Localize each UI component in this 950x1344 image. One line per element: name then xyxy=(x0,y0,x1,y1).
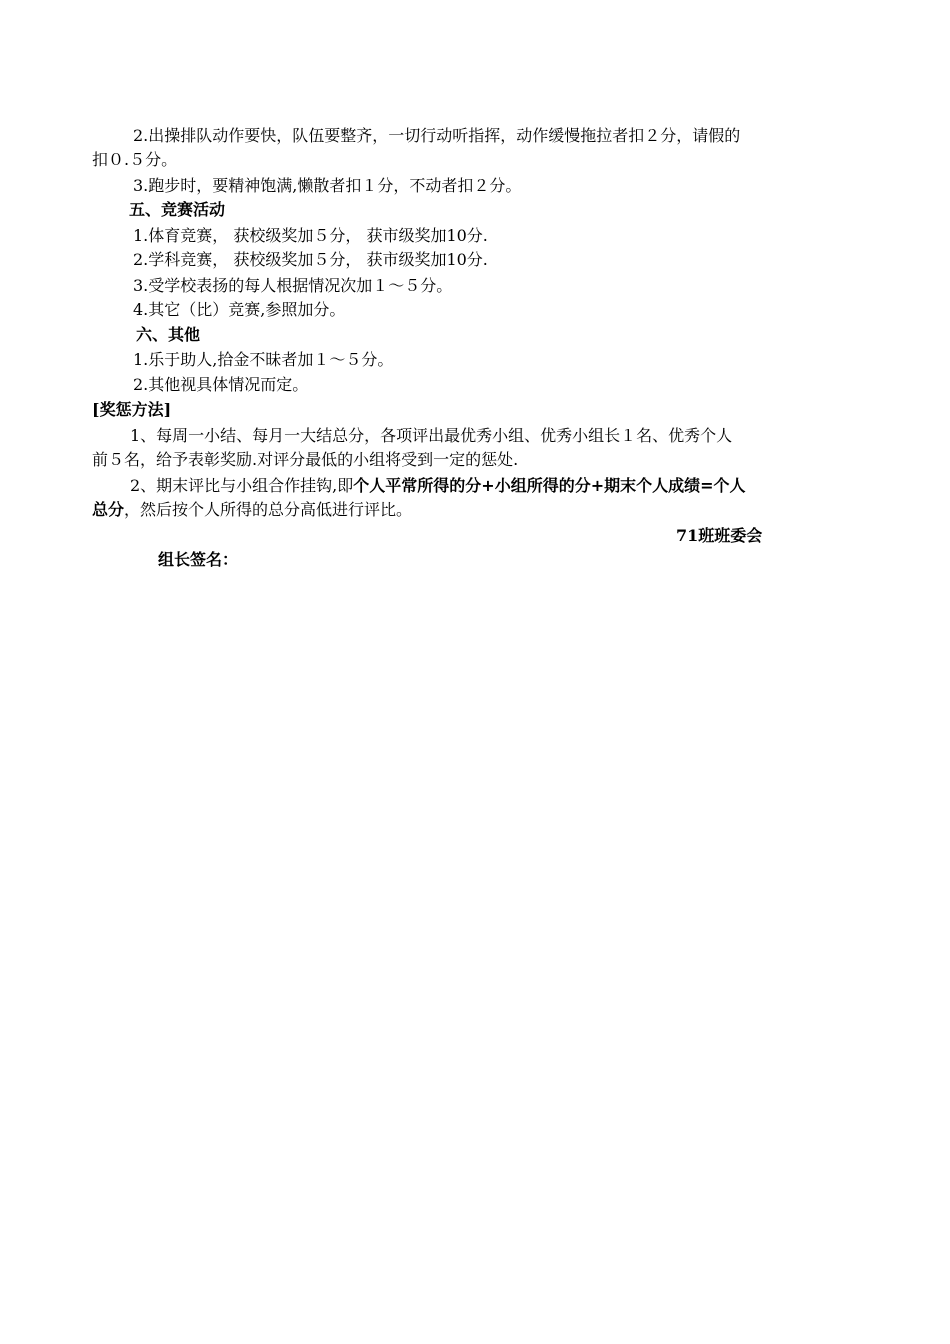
rewards-p2-line2 xyxy=(92,498,412,522)
section6-item-2: 2.其他视具体情况而定。 xyxy=(133,375,309,394)
rewards-heading: [奖惩方法] xyxy=(92,400,172,419)
section5-item-3: 3.受学校表扬的每人根据情况次加１～５分。 xyxy=(133,276,453,295)
section5-heading: 五、竞赛活动 xyxy=(129,200,226,219)
rewards-p2-line2-normal: ，然后按个人所得的总分高低进行评比。 xyxy=(124,500,413,519)
section4-item2-line2: 扣０.５分。 xyxy=(92,150,178,169)
section5-item-2: 2.学科竞赛， 获校级奖加５分， 获市级奖加10分. xyxy=(133,250,488,269)
signature-committee: 71班班委会 xyxy=(676,526,763,545)
section5-item-4: 4.其它（比）竞赛,参照加分。 xyxy=(133,300,346,319)
rewards-p2-line1 xyxy=(130,474,746,498)
section4-item3: 3.跑步时，要精神饱满,懒散者扣１分，不动者扣２分。 xyxy=(133,176,522,195)
rewards-p2-line1-bold: 个人平常所得的分+小组所得的分+期末个人成绩=个人 xyxy=(353,476,746,495)
signature-leader-sign: 组长签名： xyxy=(158,550,239,569)
rewards-p1-line2: 前５名，给予表彰奖励.对评分最低的小组将受到一定的惩处. xyxy=(92,450,519,469)
rewards-p2-line1-normal: 2、期末评比与小组合作挂钩,即 xyxy=(130,476,354,495)
section5-item-1: 1.体育竞赛， 获校级奖加５分， 获市级奖加10分. xyxy=(133,226,488,245)
section4-item2-line1: 2.出操排队动作要快，队伍要整齐，一切行动听指挥，动作缓慢拖拉者扣２分，请假的 xyxy=(133,126,741,145)
section6-heading: 六、其他 xyxy=(136,325,201,344)
section6-item-1: 1.乐于助人,拾金不昧者加１～５分。 xyxy=(133,350,394,369)
rewards-p2-line2-bold: 总分 xyxy=(92,500,125,519)
rewards-p1-line1: 1、每周一小结、每月一大结总分，各项评出最优秀小组、优秀小组长１名、优秀个人 xyxy=(130,426,733,445)
